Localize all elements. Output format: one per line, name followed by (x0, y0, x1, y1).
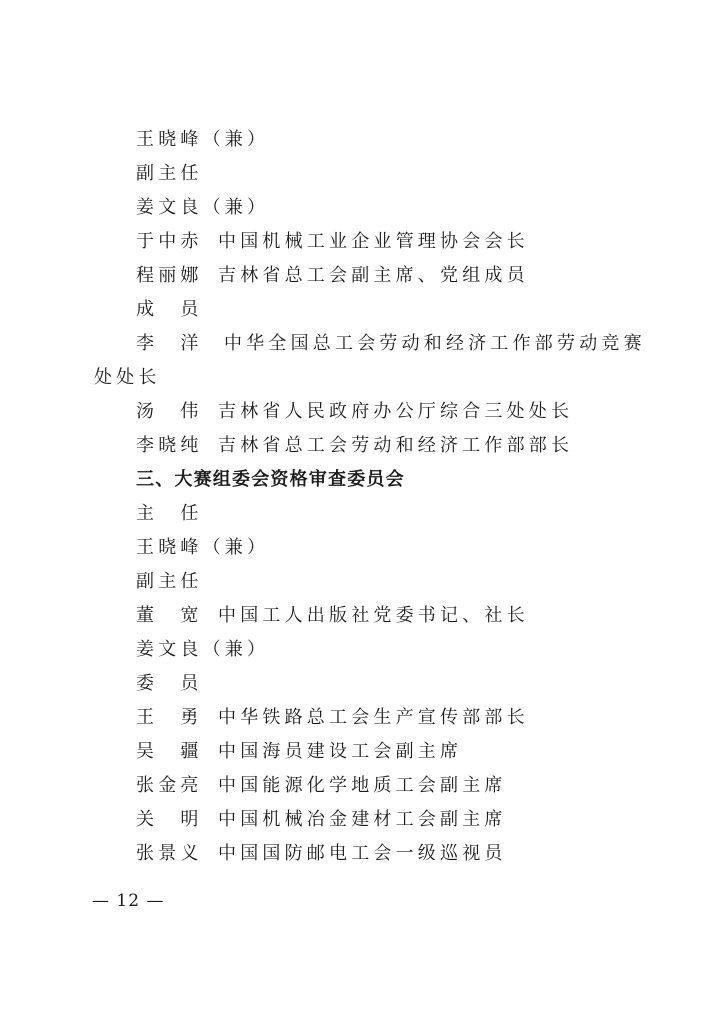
member-name: 姜文良（兼） (136, 197, 270, 218)
member-line (136, 196, 269, 220)
member-title: 吉林省人民政府办公厅综合三处处长 (218, 401, 574, 422)
member-title: 中华铁路总工会生产宣传部部长 (218, 707, 529, 728)
role-label: 副主任 (136, 571, 203, 592)
member-line (136, 128, 269, 152)
member-line (136, 536, 269, 560)
member-line (136, 740, 462, 764)
role-heading (136, 502, 203, 526)
role-label: 主 任 (136, 503, 203, 524)
member-line (136, 400, 573, 424)
member-name: 王 勇 (136, 707, 203, 728)
member-line (136, 264, 529, 288)
member-name: 张景义 (136, 843, 203, 864)
member-title: 中国工人出版社党委书记、社长 (218, 605, 529, 626)
member-name: 王晓峰（兼） (136, 537, 270, 558)
page-number: — 12 — (92, 891, 165, 911)
role-heading (136, 570, 203, 594)
member-name: 董 宽 (136, 605, 203, 626)
member-name: 汤 伟 (136, 401, 203, 422)
member-name: 吴 疆 (136, 741, 203, 762)
member-line (136, 230, 529, 254)
member-title: 中国国防邮电工会一级巡视员 (218, 843, 507, 864)
member-name: 程丽娜 (136, 265, 203, 286)
member-line (136, 808, 507, 832)
member-name: 关 明 (136, 809, 203, 830)
member-name: 张金亮 (136, 775, 203, 796)
role-heading (136, 672, 203, 696)
member-line (136, 842, 507, 866)
member-title-continuation (94, 366, 161, 390)
role-label: 副主任 (136, 163, 203, 184)
member-title: 处处长 (94, 367, 161, 388)
member-line (136, 604, 529, 628)
member-name: 王晓峰（兼） (136, 129, 270, 150)
member-line (136, 774, 507, 798)
member-name: 李 洋 (136, 333, 203, 354)
section-heading (136, 468, 405, 492)
member-line (136, 332, 646, 356)
member-title: 中国海员建设工会副主席 (218, 741, 463, 762)
member-name: 姜文良（兼） (136, 639, 270, 660)
role-heading (136, 162, 203, 186)
member-name: 于中赤 (136, 231, 203, 252)
section-title: 三、大赛组委会资格审查委员会 (136, 469, 405, 490)
role-label: 委 员 (136, 673, 203, 694)
member-title: 中国机械工业企业管理协会会长 (218, 231, 529, 252)
member-title: 吉林省总工会劳动和经济工作部部长 (218, 435, 574, 456)
member-name: 李晓纯 (136, 435, 203, 456)
role-label: 成 员 (136, 299, 203, 320)
member-title: 中国能源化学地质工会副主席 (218, 775, 507, 796)
role-heading (136, 298, 203, 322)
member-title: 中华全国总工会劳动和经济工作部劳动竞赛 (224, 333, 646, 354)
member-title: 中国机械冶金建材工会副主席 (218, 809, 507, 830)
member-title: 吉林省总工会副主席、党组成员 (218, 265, 529, 286)
member-line (136, 434, 573, 458)
member-line (136, 706, 529, 730)
member-line (136, 638, 269, 662)
